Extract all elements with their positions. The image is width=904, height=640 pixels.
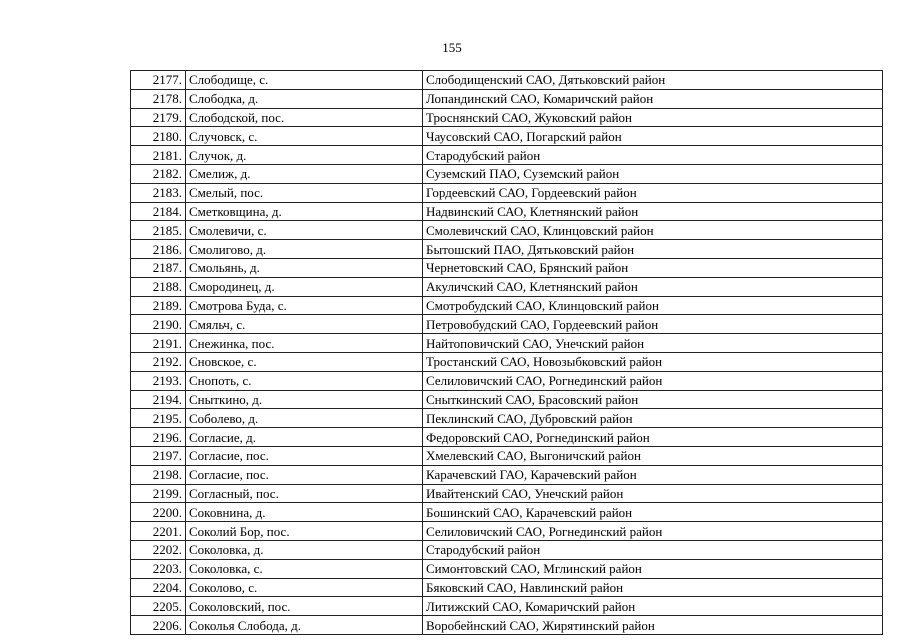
row-number: 2184. xyxy=(131,202,186,221)
table-row xyxy=(131,503,883,522)
table-row xyxy=(131,559,883,578)
administrative-area: Тростанский САО, Новозыбковский район xyxy=(423,352,883,371)
page-number: 155 xyxy=(442,40,462,55)
table-row xyxy=(131,522,883,541)
settlement-name: Сметковщина, д. xyxy=(186,202,423,221)
administrative-area: Лопандинский САО, Комаричский район xyxy=(423,89,883,108)
row-number: 2186. xyxy=(131,240,186,259)
administrative-area: Надвинский САО, Клетнянский район xyxy=(423,202,883,221)
row-number: 2200. xyxy=(131,503,186,522)
administrative-area: Троснянский САО, Жуковский район xyxy=(423,108,883,127)
row-number: 2188. xyxy=(131,277,186,296)
administrative-area: Пеклинский САО, Дубровский район xyxy=(423,409,883,428)
row-number: 2192. xyxy=(131,352,186,371)
administrative-area: Бошинский САО, Карачевский район xyxy=(423,503,883,522)
administrative-area: Карачевский ГАО, Карачевский район xyxy=(423,465,883,484)
settlement-name: Соколий Бор, пос. xyxy=(186,522,423,541)
administrative-area: Гордеевский САО, Гордеевский район xyxy=(423,183,883,202)
table-row xyxy=(131,164,883,183)
table-row xyxy=(131,409,883,428)
administrative-area: Слободищенский САО, Дятьковский район xyxy=(423,71,883,90)
administrative-area: Федоровский САО, Рогнединский район xyxy=(423,428,883,447)
table-row xyxy=(131,390,883,409)
table-row xyxy=(131,371,883,390)
row-number: 2195. xyxy=(131,409,186,428)
settlement-name: Сновское, с. xyxy=(186,352,423,371)
row-number: 2199. xyxy=(131,484,186,503)
administrative-area: Хмелевский САО, Выгоничский район xyxy=(423,446,883,465)
table-body xyxy=(131,71,883,635)
row-number: 2187. xyxy=(131,258,186,277)
table-row xyxy=(131,578,883,597)
row-number: 2202. xyxy=(131,540,186,559)
table-row xyxy=(131,89,883,108)
administrative-area: Чаусовский САО, Погарский район xyxy=(423,127,883,146)
row-number: 2197. xyxy=(131,446,186,465)
administrative-area: Петровобудский САО, Гордеевский район xyxy=(423,315,883,334)
settlement-name: Смолевичи, с. xyxy=(186,221,423,240)
settlement-name: Смелый, пос. xyxy=(186,183,423,202)
settlement-name: Соколовский, пос. xyxy=(186,597,423,616)
table-row xyxy=(131,277,883,296)
administrative-area: Смотробудский САО, Клинцовский район xyxy=(423,296,883,315)
settlement-name: Сныткино, д. xyxy=(186,390,423,409)
administrative-area: Бытошский ПАО, Дятьковский район xyxy=(423,240,883,259)
settlement-name: Слободка, д. xyxy=(186,89,423,108)
row-number: 2182. xyxy=(131,164,186,183)
settlement-name: Согласие, пос. xyxy=(186,446,423,465)
table-row xyxy=(131,240,883,259)
row-number: 2185. xyxy=(131,221,186,240)
administrative-area: Ивайтенский САО, Унечский район xyxy=(423,484,883,503)
settlement-name: Смелиж, д. xyxy=(186,164,423,183)
row-number: 2206. xyxy=(131,616,186,635)
row-number: 2178. xyxy=(131,89,186,108)
settlement-name: Смяльч, с. xyxy=(186,315,423,334)
row-number: 2183. xyxy=(131,183,186,202)
row-number: 2201. xyxy=(131,522,186,541)
table-row xyxy=(131,315,883,334)
administrative-area: Акуличский САО, Клетнянский район xyxy=(423,277,883,296)
row-number: 2179. xyxy=(131,108,186,127)
settlement-name: Снопоть, с. xyxy=(186,371,423,390)
administrative-area: Литижский САО, Комаричский район xyxy=(423,597,883,616)
settlement-name: Случок, д. xyxy=(186,146,423,165)
settlement-name: Слободище, с. xyxy=(186,71,423,90)
row-number: 2180. xyxy=(131,127,186,146)
row-number: 2204. xyxy=(131,578,186,597)
administrative-area: Смолевичский САО, Клинцовский район xyxy=(423,221,883,240)
settlement-name: Смотрова Буда, с. xyxy=(186,296,423,315)
settlement-name: Согласный, пос. xyxy=(186,484,423,503)
table-row xyxy=(131,465,883,484)
row-number: 2189. xyxy=(131,296,186,315)
settlement-name: Соколово, с. xyxy=(186,578,423,597)
settlements-table xyxy=(130,70,883,635)
row-number: 2196. xyxy=(131,428,186,447)
administrative-area: Чернетовский САО, Брянский район xyxy=(423,258,883,277)
administrative-area: Стародубский район xyxy=(423,146,883,165)
settlement-name: Слободской, пос. xyxy=(186,108,423,127)
row-number: 2205. xyxy=(131,597,186,616)
row-number: 2194. xyxy=(131,390,186,409)
table-row xyxy=(131,296,883,315)
settlement-name: Соколья Слобода, д. xyxy=(186,616,423,635)
table-row xyxy=(131,258,883,277)
table-row xyxy=(131,127,883,146)
row-number: 2181. xyxy=(131,146,186,165)
row-number: 2198. xyxy=(131,465,186,484)
table-row xyxy=(131,446,883,465)
administrative-area: Бяковский САО, Навлинский район xyxy=(423,578,883,597)
row-number: 2203. xyxy=(131,559,186,578)
administrative-area: Симонтовский САО, Мглинский район xyxy=(423,559,883,578)
settlement-name: Соболево, д. xyxy=(186,409,423,428)
administrative-area: Сныткинский САО, Брасовский район xyxy=(423,390,883,409)
table-row xyxy=(131,484,883,503)
row-number: 2193. xyxy=(131,371,186,390)
settlement-name: Смольянь, д. xyxy=(186,258,423,277)
row-number: 2191. xyxy=(131,334,186,353)
table-row xyxy=(131,221,883,240)
settlement-name: Соковнина, д. xyxy=(186,503,423,522)
administrative-area: Селиловичский САО, Рогнединский район xyxy=(423,371,883,390)
administrative-area: Воробейнский САО, Жирятинский район xyxy=(423,616,883,635)
settlement-name: Случовск, с. xyxy=(186,127,423,146)
table-row xyxy=(131,146,883,165)
settlement-name: Соколовка, с. xyxy=(186,559,423,578)
settlement-name: Смородинец, д. xyxy=(186,277,423,296)
table-row xyxy=(131,183,883,202)
settlement-name: Согласие, пос. xyxy=(186,465,423,484)
table-row xyxy=(131,71,883,90)
table-row xyxy=(131,334,883,353)
administrative-area: Стародубский район xyxy=(423,540,883,559)
administrative-area: Найтоповичский САО, Унечский район xyxy=(423,334,883,353)
settlement-name: Согласие, д. xyxy=(186,428,423,447)
row-number: 2177. xyxy=(131,71,186,90)
settlement-name: Соколовка, д. xyxy=(186,540,423,559)
table-row xyxy=(131,616,883,635)
row-number: 2190. xyxy=(131,315,186,334)
settlement-name: Снежинка, пос. xyxy=(186,334,423,353)
table-row xyxy=(131,540,883,559)
table-row xyxy=(131,202,883,221)
settlement-name: Смолигово, д. xyxy=(186,240,423,259)
table-row xyxy=(131,428,883,447)
table-row xyxy=(131,108,883,127)
administrative-area: Суземский ПАО, Суземский район xyxy=(423,164,883,183)
administrative-area: Селиловичский САО, Рогнединский район xyxy=(423,522,883,541)
table-row xyxy=(131,597,883,616)
table-row xyxy=(131,352,883,371)
